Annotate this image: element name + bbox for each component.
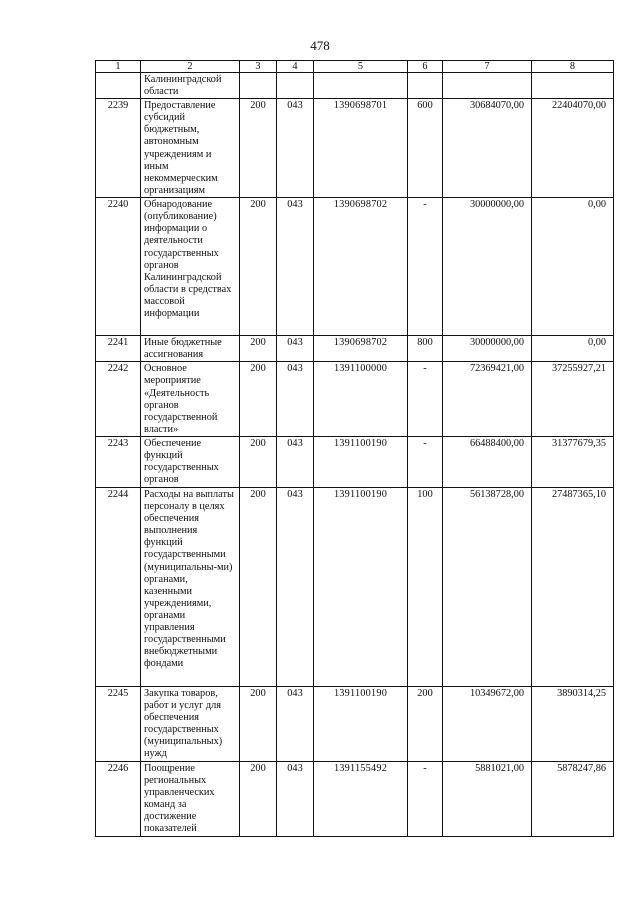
section-code-cell: 200 bbox=[240, 198, 277, 336]
amount-col8-cell: 31377679,35 bbox=[532, 436, 614, 487]
section-code-cell: 200 bbox=[240, 686, 277, 761]
amount-col7-cell: 56138728,00 bbox=[443, 487, 532, 686]
row-number-cell: 2241 bbox=[96, 336, 141, 362]
expense-type-cell: - bbox=[408, 362, 443, 437]
amount-col7-cell: 66488400,00 bbox=[443, 436, 532, 487]
expense-type-cell: 200 bbox=[408, 686, 443, 761]
table-row bbox=[96, 487, 614, 686]
table-row bbox=[96, 362, 614, 437]
section-code-cell bbox=[240, 73, 277, 99]
amount-col7-cell: 30684070,00 bbox=[443, 99, 532, 198]
table-header-row bbox=[96, 61, 614, 73]
subsection-code-cell: 043 bbox=[277, 99, 314, 198]
item-name-cell: Обеспечение функций государственных органов bbox=[141, 436, 240, 487]
amount-col8-cell: 5878247,86 bbox=[532, 761, 614, 836]
target-item-code-cell: 1391155492 bbox=[314, 761, 408, 836]
target-item-code-cell: 1391100190 bbox=[314, 686, 408, 761]
target-item-code-cell bbox=[314, 73, 408, 99]
column-header: 5 bbox=[314, 61, 408, 73]
section-code-cell: 200 bbox=[240, 761, 277, 836]
table-row bbox=[96, 686, 614, 761]
table-row bbox=[96, 198, 614, 336]
table-row bbox=[96, 336, 614, 362]
table-row bbox=[96, 99, 614, 198]
row-number-cell bbox=[96, 73, 141, 99]
amount-col7-cell: 72369421,00 bbox=[443, 362, 532, 437]
table-row bbox=[96, 73, 614, 99]
column-header: 4 bbox=[277, 61, 314, 73]
column-header: 2 bbox=[141, 61, 240, 73]
section-code-cell: 200 bbox=[240, 362, 277, 437]
row-number-cell: 2244 bbox=[96, 487, 141, 686]
budget-table bbox=[95, 60, 614, 837]
amount-col7-cell bbox=[443, 73, 532, 99]
section-code-cell: 200 bbox=[240, 436, 277, 487]
column-header: 6 bbox=[408, 61, 443, 73]
subsection-code-cell: 043 bbox=[277, 686, 314, 761]
amount-col7-cell: 30000000,00 bbox=[443, 198, 532, 336]
section-code-cell: 200 bbox=[240, 487, 277, 686]
item-name-cell: Калининградской области bbox=[141, 73, 240, 99]
expense-type-cell: - bbox=[408, 761, 443, 836]
expense-type-cell: - bbox=[408, 436, 443, 487]
item-name-cell: Закупка товаров, работ и услуг для обеспечения государственных (муниципальных) нужд bbox=[141, 686, 240, 761]
subsection-code-cell: 043 bbox=[277, 198, 314, 336]
target-item-code-cell: 1390698701 bbox=[314, 99, 408, 198]
expense-type-cell: 100 bbox=[408, 487, 443, 686]
column-header: 3 bbox=[240, 61, 277, 73]
target-item-code-cell: 1390698702 bbox=[314, 336, 408, 362]
amount-col8-cell: 0,00 bbox=[532, 336, 614, 362]
section-code-cell: 200 bbox=[240, 99, 277, 198]
subsection-code-cell bbox=[277, 73, 314, 99]
expense-type-cell bbox=[408, 73, 443, 99]
subsection-code-cell: 043 bbox=[277, 487, 314, 686]
row-number-cell: 2240 bbox=[96, 198, 141, 336]
amount-col8-cell bbox=[532, 73, 614, 99]
row-number-cell: 2243 bbox=[96, 436, 141, 487]
amount-col8-cell: 3890314,25 bbox=[532, 686, 614, 761]
item-name-cell: Расходы на выплаты персоналу в целях обеспечения выполнения функций государственными (муниципальны-ми) органами, казенными учреждениями, органами управления государственными внебюджетными фондами bbox=[141, 487, 240, 686]
subsection-code-cell: 043 bbox=[277, 436, 314, 487]
item-name-cell: Основное мероприятие «Деятельность органов государственной власти» bbox=[141, 362, 240, 437]
column-header: 7 bbox=[443, 61, 532, 73]
table-row bbox=[96, 761, 614, 836]
row-number-cell: 2246 bbox=[96, 761, 141, 836]
target-item-code-cell: 1391100000 bbox=[314, 362, 408, 437]
row-number-cell: 2242 bbox=[96, 362, 141, 437]
target-item-code-cell: 1391100190 bbox=[314, 436, 408, 487]
item-name-cell: Предоставление субсидий бюджетным, автономным учреждениям и иным некоммерческим организациям bbox=[141, 99, 240, 198]
column-header: 1 bbox=[96, 61, 141, 73]
item-name-cell: Иные бюджетные ассигнования bbox=[141, 336, 240, 362]
amount-col7-cell: 5881021,00 bbox=[443, 761, 532, 836]
column-header: 8 bbox=[532, 61, 614, 73]
row-number-cell: 2239 bbox=[96, 99, 141, 198]
section-code-cell: 200 bbox=[240, 336, 277, 362]
amount-col8-cell: 0,00 bbox=[532, 198, 614, 336]
table-row bbox=[96, 436, 614, 487]
target-item-code-cell: 1390698702 bbox=[314, 198, 408, 336]
amount-col7-cell: 30000000,00 bbox=[443, 336, 532, 362]
subsection-code-cell: 043 bbox=[277, 761, 314, 836]
amount-col8-cell: 27487365,10 bbox=[532, 487, 614, 686]
item-name-cell: Обнародование (опубликование) информации о деятельности государственных органов Калининградской области в средствах массовой информации bbox=[141, 198, 240, 336]
subsection-code-cell: 043 bbox=[277, 336, 314, 362]
row-number-cell: 2245 bbox=[96, 686, 141, 761]
expense-type-cell: - bbox=[408, 198, 443, 336]
subsection-code-cell: 043 bbox=[277, 362, 314, 437]
target-item-code-cell: 1391100190 bbox=[314, 487, 408, 686]
amount-col8-cell: 22404070,00 bbox=[532, 99, 614, 198]
amount-col7-cell: 10349672,00 bbox=[443, 686, 532, 761]
page-number: 478 bbox=[310, 38, 330, 53]
expense-type-cell: 800 bbox=[408, 336, 443, 362]
expense-type-cell: 600 bbox=[408, 99, 443, 198]
amount-col8-cell: 37255927,21 bbox=[532, 362, 614, 437]
item-name-cell: Поощрение региональных управленческих команд за достижение показателей bbox=[141, 761, 240, 836]
